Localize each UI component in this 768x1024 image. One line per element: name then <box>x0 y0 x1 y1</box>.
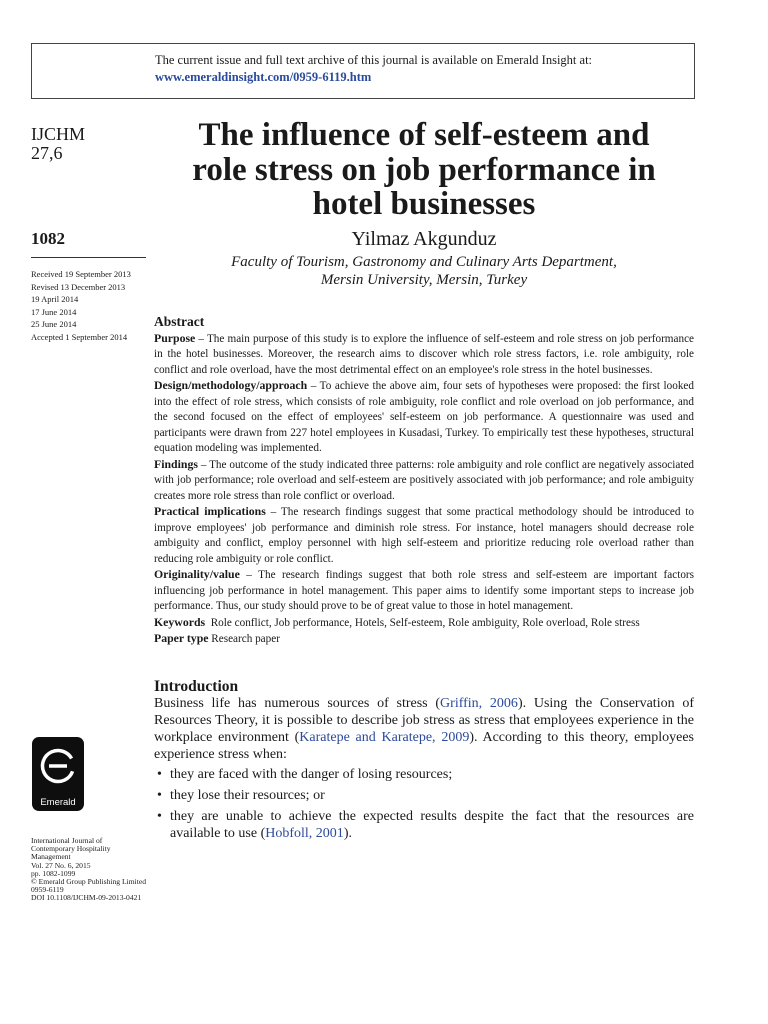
pubinfo-line: © Emerald Group Publishing Limited <box>31 877 147 887</box>
section-label: Design/methodology/approach <box>154 378 308 392</box>
keywords-text: Role conflict, Job performance, Hotels, Self-esteem, Role ambiguity, Role overload, Role stress <box>210 616 640 629</box>
title-line: role stress on job performance in <box>192 151 656 188</box>
publication-info <box>31 837 146 903</box>
journal-availability-banner <box>31 43 695 99</box>
text-run: they lose their resources; or <box>170 787 325 803</box>
citation-link[interactable]: Hobfoll, 2001 <box>265 825 344 841</box>
text-run: Business life has numerous sources of stress ( <box>154 695 441 711</box>
papertype-text: Research paper <box>211 633 280 645</box>
history-item: 19 April 2014 <box>31 294 79 304</box>
affiliation-line: Faculty of Tourism, Gastronomy and Culinary Arts Department, <box>231 253 617 270</box>
section-text: – The research findings suggest that both role stress and self-esteem are important factors influencing job performance in hotel management. This paper aims to identify some important steps to increase job performance. Thus, our study should prove to be of great value to those in hotel management. <box>154 569 694 612</box>
abstract-design <box>154 378 694 457</box>
title-line: hotel businesses <box>312 186 536 222</box>
section-text: – To achieve the above aim, four sets of hypotheses were proposed: the first looked into the effect of role stress, which consists of role ambiguity, role conflict and role overload on job performance, and the second focused on the effect of employees' self-esteem on job performance. A questionnaire was used and participants were drawn from 227 hotel employees in Kusadasi, Turkey. To empirically test these hypotheses, structural equation modeling was implemented. <box>154 380 694 454</box>
history-item: 25 June 2014 <box>31 319 77 329</box>
citation-link[interactable]: Karatepe and Karatepe, 2009 <box>299 729 470 745</box>
abstract-implications <box>154 504 694 567</box>
emerald-logo <box>32 737 84 811</box>
pubinfo-line: International Journal of <box>31 836 103 845</box>
text-run: they are faced with the danger of losing resources; <box>170 766 453 782</box>
author-affiliation <box>154 253 694 289</box>
list-item <box>154 787 694 804</box>
banner-text: The current issue and full text archive of this journal is available on Emerald Insight at: <box>155 53 593 67</box>
citation-link[interactable]: Griffin, 2006 <box>440 695 518 711</box>
pubinfo-line: Management <box>31 852 71 862</box>
title-line: The influence of self-esteem and <box>198 117 650 153</box>
abstract <box>154 314 694 648</box>
history-item: Received 19 September 2013 <box>31 269 131 279</box>
journal-url-link[interactable]: www.emeraldinsight.com/0959-6119.htm <box>155 70 372 84</box>
main-column <box>154 118 694 846</box>
intro-heading: Introduction <box>154 677 239 695</box>
keywords <box>154 615 694 632</box>
section-text: – The main purpose of this study is to explore the influence of self-esteem and role stress on job performance in the hotel businesses. Moreover, the research aims to discover which role stress factors, i.e. role ambiguity, role conflict and role overload, have the most detrimental effect on an employee's role stress in the hotel businesses. <box>154 332 694 376</box>
pubinfo-line: Contemporary Hospitality <box>31 844 111 854</box>
affiliation-line: Mersin University, Mersin, Turkey <box>320 271 528 288</box>
section-label: Findings <box>154 456 198 471</box>
keywords-label: Keywords <box>154 614 206 629</box>
paper-type <box>154 631 694 648</box>
emerald-e-icon <box>38 744 78 788</box>
left-margin <box>31 124 147 342</box>
intro-paragraph <box>154 695 694 763</box>
pubinfo-line: DOI 10.1108/IJCHM-09-2013-0421 <box>31 893 142 903</box>
bullet-list <box>154 766 694 842</box>
section-text: – The research findings suggest that some practical methodology should be introduced to improve employees' job performance and diminish role stress. For instance, hotel managers should decrease role ambiguity and conflict, employ personnel with high self-esteem and prioritize reducing role overload rather than reducing role ambiguity or role conflict. <box>154 506 694 565</box>
author-name: Yilmaz Akgunduz <box>351 227 497 250</box>
list-item <box>154 808 694 842</box>
pubinfo-line: pp. 1082-1099 <box>31 868 76 878</box>
text-run: they are unable to achieve the expected results despite the fact that the resources are available to use ( <box>170 808 694 841</box>
abstract-heading: Abstract <box>154 313 205 329</box>
abstract-findings <box>154 457 694 505</box>
page-number: 1082 <box>31 229 65 248</box>
abstract-purpose <box>154 331 694 379</box>
section-label: Practical implications <box>154 504 266 518</box>
history-item: Revised 13 December 2013 <box>31 281 126 292</box>
logo-text: Emerald <box>40 797 76 808</box>
article-history <box>31 268 131 343</box>
abstract-originality <box>154 567 694 615</box>
journal-volume: 27,6 <box>31 143 63 163</box>
text-run: ). Using the Conservation of Resources Theory, it is possible to describe job stress as stress that employees experience in the workplace environment ( <box>154 695 694 745</box>
divider <box>31 257 146 258</box>
section-label: Originality/value <box>154 567 240 581</box>
text-run: ). According to this theory, employees experience stress when: <box>154 729 694 762</box>
pubinfo-line: 0959-6119 <box>31 885 64 895</box>
text-run: ). <box>343 825 352 841</box>
papertype-label: Paper type <box>154 631 209 645</box>
list-item <box>154 766 694 783</box>
paper-title <box>154 118 694 222</box>
journal-abbreviation: IJCHM <box>31 124 86 144</box>
section-text: – The outcome of the study indicated three patterns: role ambiguity and role conflict are negatively associated with job performance; role overload and self-esteem are positively associated with job performance; and role ambiguity creates more role stress than role conflict or overload. <box>154 458 694 502</box>
history-item: Accepted 1 September 2014 <box>31 331 128 342</box>
history-item: 17 June 2014 <box>31 306 77 317</box>
section-label: Purpose <box>154 330 196 345</box>
pubinfo-line: Vol. 27 No. 6, 2015 <box>31 860 91 870</box>
introduction <box>154 678 694 842</box>
